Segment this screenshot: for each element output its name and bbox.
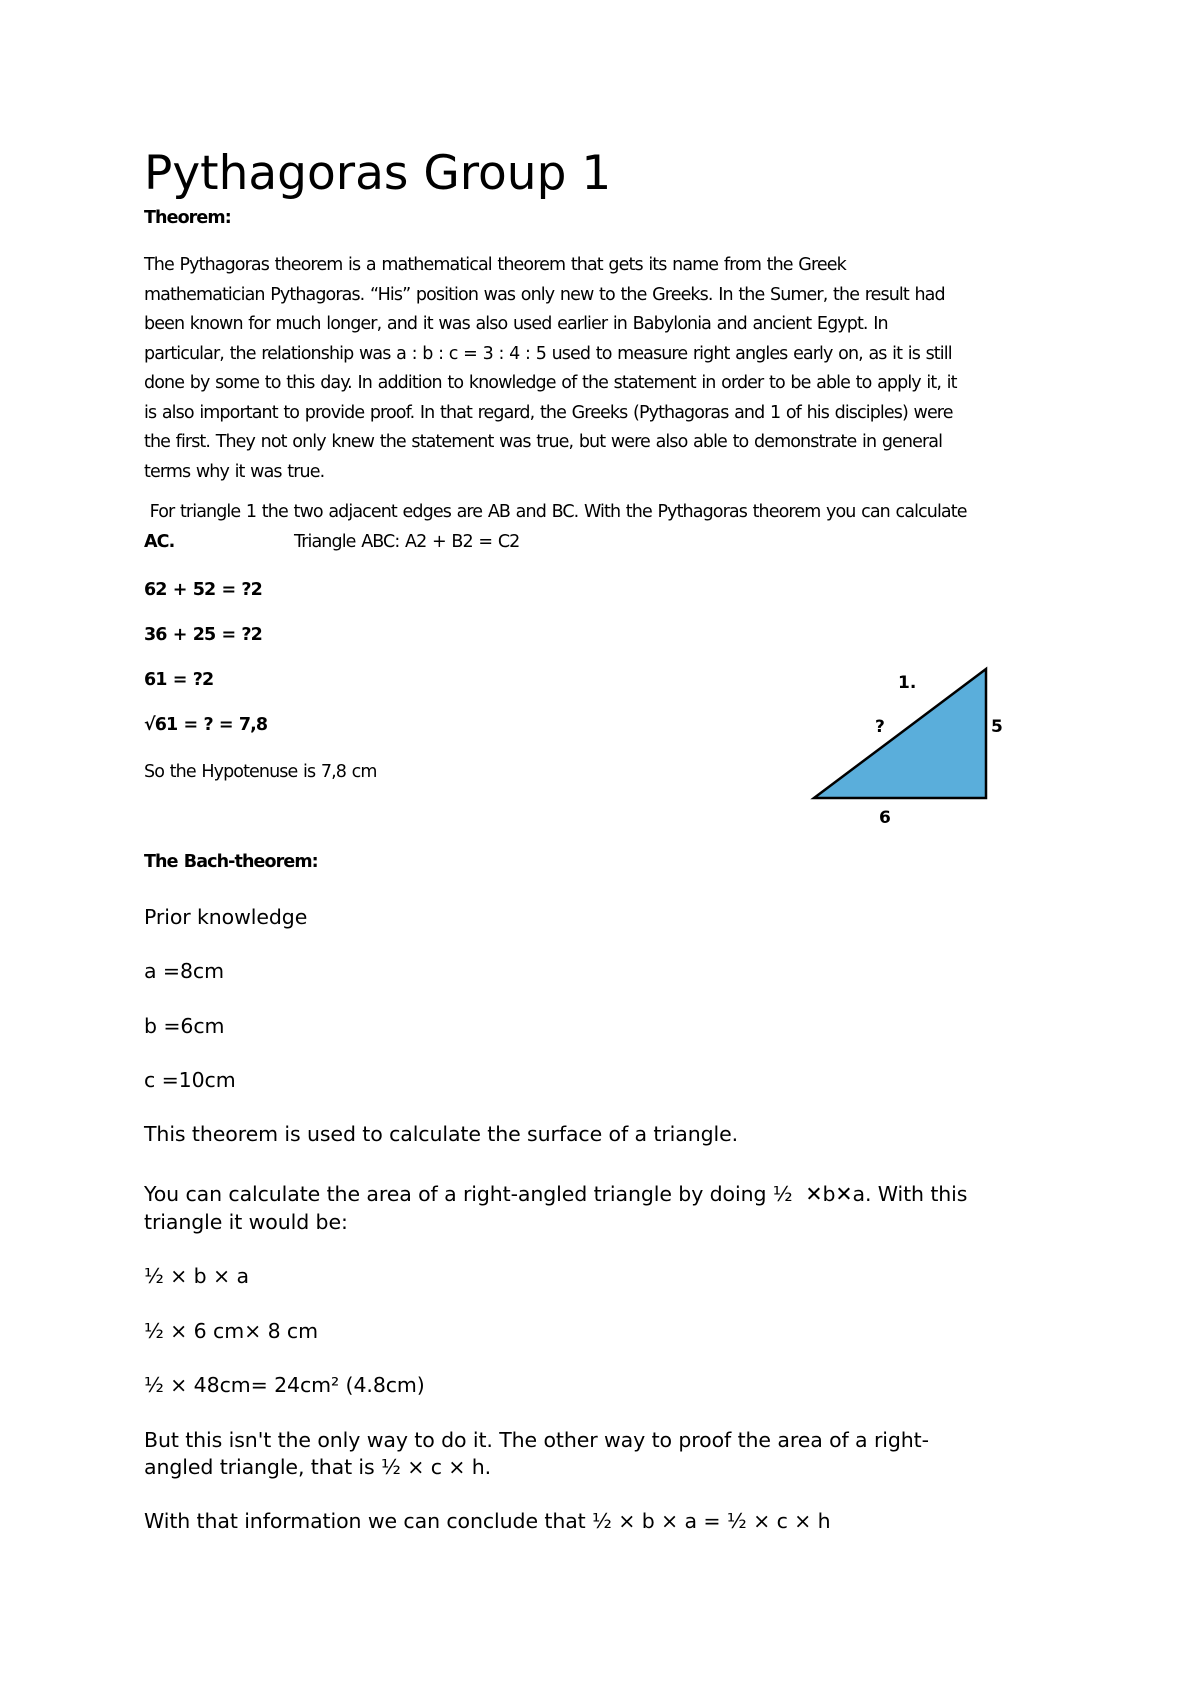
formula-line: ½ × 48cm= 24cm² (4.8cm) [144, 1373, 425, 1397]
triangle-intro-ac: AC. [144, 532, 175, 552]
hypotenuse-result: So the Hypotenuse is 7,8 cm [144, 762, 377, 782]
paragraph-line: The Pythagoras theorem is a mathematical theorem that gets its name from the Greek [144, 255, 846, 275]
page-title: Pythagoras Group 1 [144, 146, 612, 201]
value-a: a =8cm [144, 959, 224, 983]
hypotenuse-label: ? [875, 717, 885, 737]
theorem-paragraph [144, 251, 1064, 487]
paragraph-line: mathematician Pythagoras. “His” position was only new to the Greeks. In the Sumer, the result had [144, 284, 945, 305]
paragraph-line: done by some to this day. In addition to knowledge of the statement in order to be able to apply it, it [144, 373, 957, 393]
area-text-line-1: You can calculate the area of a right-angled triangle by doing ½ ✕b✕a. With this [144, 1182, 968, 1206]
formula-line: ½ × 6 cm× 8 cm [144, 1319, 318, 1343]
paragraph-line: been known for much longer, and it was also used earlier in Babylonia and ancient Egypt. In [144, 314, 888, 334]
triangle-intro-line-1: For triangle 1 the two adjacent edges are AB and BC. With the Pythagoras theorem you can calculate [144, 502, 967, 522]
other-way-line-2: angled triangle, that is ½ × c × h. [144, 1455, 492, 1479]
paragraph-line: is also important to provide proof. In that regard, the Greeks (Pythagoras and 1 of his disciples) were [144, 402, 953, 423]
vertical-side-label: 5 [991, 717, 1003, 737]
prior-knowledge-label: Prior knowledge [144, 905, 308, 929]
calc-step: 61 = ?2 [144, 670, 214, 690]
triangle-formula: Triangle ABC: A2 + B2 = C2 [294, 532, 520, 552]
paragraph-line: the first. They not only knew the statement was true, but were also able to demonstrate in general [144, 432, 943, 452]
calc-step: 62 + 52 = ?2 [144, 580, 262, 600]
triangle-number-label: 1. [898, 673, 917, 693]
formula-line: ½ × b × a [144, 1264, 249, 1288]
theorem-heading: Theorem: [144, 208, 231, 228]
surface-text: This theorem is used to calculate the surface of a triangle. [144, 1122, 739, 1146]
other-way-line-1: But this isn't the only way to do it. The other way to proof the area of a right- [144, 1428, 929, 1452]
value-b: b =6cm [144, 1014, 225, 1038]
paragraph-line: particular, the relationship was a : b : c = 3 : 4 : 5 used to measure right angles early on, as it is still [144, 343, 952, 364]
bach-theorem-heading: The Bach-theorem: [144, 852, 318, 872]
value-c: c =10cm [144, 1068, 236, 1092]
paragraph-line: terms why it was true. [144, 461, 325, 482]
calc-step: √61 = ? = 7,8 [144, 715, 268, 735]
base-side-label: 6 [879, 808, 891, 828]
conclusion-text: With that information we can conclude that ½ × b × a = ½ × c × h [144, 1509, 831, 1533]
calc-step: 36 + 25 = ?2 [144, 625, 262, 645]
area-text-line-2: triangle it would be: [144, 1210, 348, 1234]
